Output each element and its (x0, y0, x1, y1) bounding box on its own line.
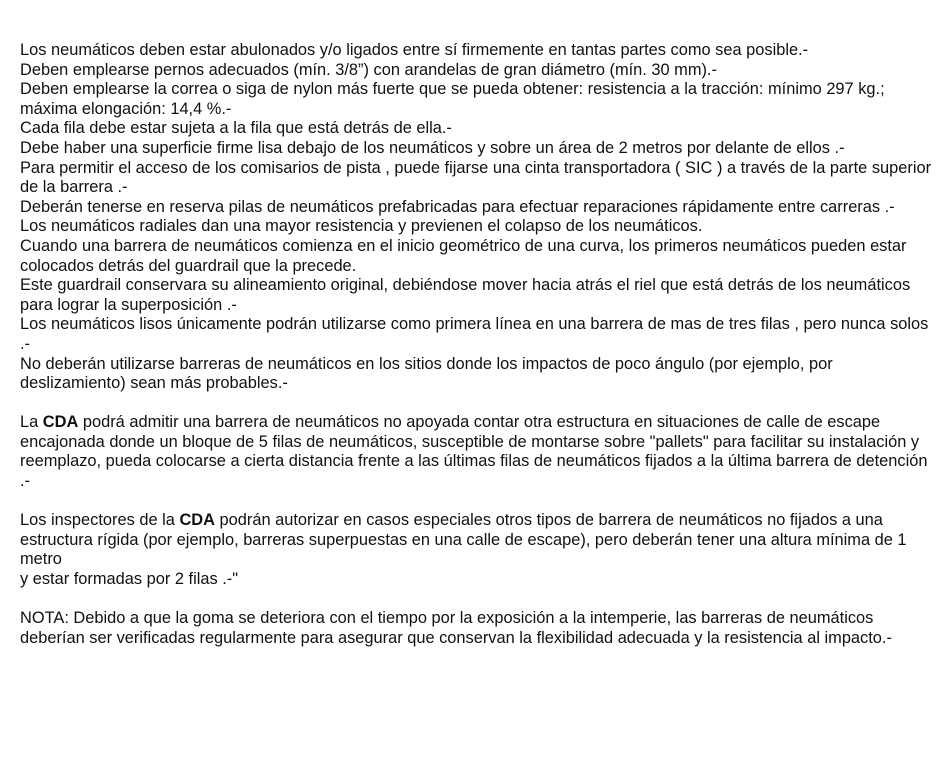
rule-line: Los neumáticos radiales dan una mayor resistencia y previenen el colapso de los neumáticos. (20, 217, 703, 236)
rules-text (20, 41, 940, 648)
cda-acronym: CDA (179, 511, 215, 530)
nota-paragraph: NOTA: Debido a que la goma se deteriora con el tiempo por la exposición a la intemperie, las barreras de neumáticos deberían ser verificadas regularmente para asegurar que conservan la flexibilidad adecuada y la resistencia al impacto.- (20, 609, 892, 647)
rule-line: Los neumáticos deben estar abulonados y/o ligados entre sí firmemente en tantas partes como sea posible.- (20, 41, 809, 59)
cda-acronym: CDA (42, 413, 79, 432)
cda-paragraph-1 (20, 413, 940, 491)
paragraph-gap (20, 590, 940, 610)
paragraph-gap (20, 492, 940, 512)
cda-paragraph-2-prefix: Los inspectores de la (20, 511, 180, 530)
rule-line: Los neumáticos lisos únicamente podrán utilizarse como primera línea en una barrera de mas de tres filas , pero nunca solos .- (20, 315, 929, 353)
rule-line: No deberán utilizarse barreras de neumáticos en los sitios donde los impactos de poco ángulo (por ejemplo, por deslizamiento) sean más probables.- (20, 354, 833, 393)
rule-line: Deben emplearse la correa o siga de nylon más fuerte que se pueda obtener: resistencia a la tracción: mínimo 297 kg.; máxima elongación: 14,4 %.- (20, 80, 885, 118)
rule-line: Cuando una barrera de neumáticos comienza en el inicio geométrico de una curva, los primeros neumáticos pueden estar colocados detrás del guardrail que la precede. (20, 236, 907, 275)
rule-line: Para permitir el acceso de los comisarios de pista , puede fijarse una cinta transportadora ( SIC ) a través de la parte superior de la barrera .- (20, 158, 932, 197)
rule-line: Debe haber una superficie firme lisa debajo de los neumáticos y sobre un área de 2 metros por delante de ellos .- (20, 138, 845, 157)
rule-line: Deben emplearse pernos adecuados (mín. 3/8”) con arandelas de gran diámetro (mín. 30 mm).- (20, 60, 717, 79)
cda-paragraph-2 (20, 511, 940, 570)
rule-line: Deberán tenerse en reserva pilas de neumáticos prefabricadas para efectuar reparaciones rápidamente entre carreras .- (20, 197, 895, 216)
cda-paragraph-2-line2: y estar formadas por 2 filas .-" (20, 570, 239, 589)
rule-line: Este guardrail conservara su alineamiento original, debiéndose mover hacia atrás el riel que está detrás de los neumáticos para lograr la superposición .- (20, 276, 911, 314)
cda-paragraph-1-body: podrá admitir una barrera de neumáticos no apoyada contar otra estructura en situaciones de calle de escape encajonada donde un bloque de 5 filas de neumáticos, susceptible de montarse sobre "pallets" para facilitar su instalación y reemplazo, pueda colocarse a cierta distancia frente a las últimas filas de neumáticos fijados a la última barrera de detención .- (20, 413, 928, 491)
paragraph-gap (20, 394, 940, 414)
cda-paragraph-1-prefix: La (20, 413, 43, 432)
rule-line: Cada fila debe estar sujeta a la fila que está detrás de ella.- (20, 119, 452, 138)
cda-paragraph-2-body: podrán autorizar en casos especiales otros tipos de barrera de neumáticos no fijados a una estructura rígida (por ejemplo, barreras superpuestas en una calle de escape), pero deberán tener una altura mínima de 1 metro (20, 511, 907, 569)
